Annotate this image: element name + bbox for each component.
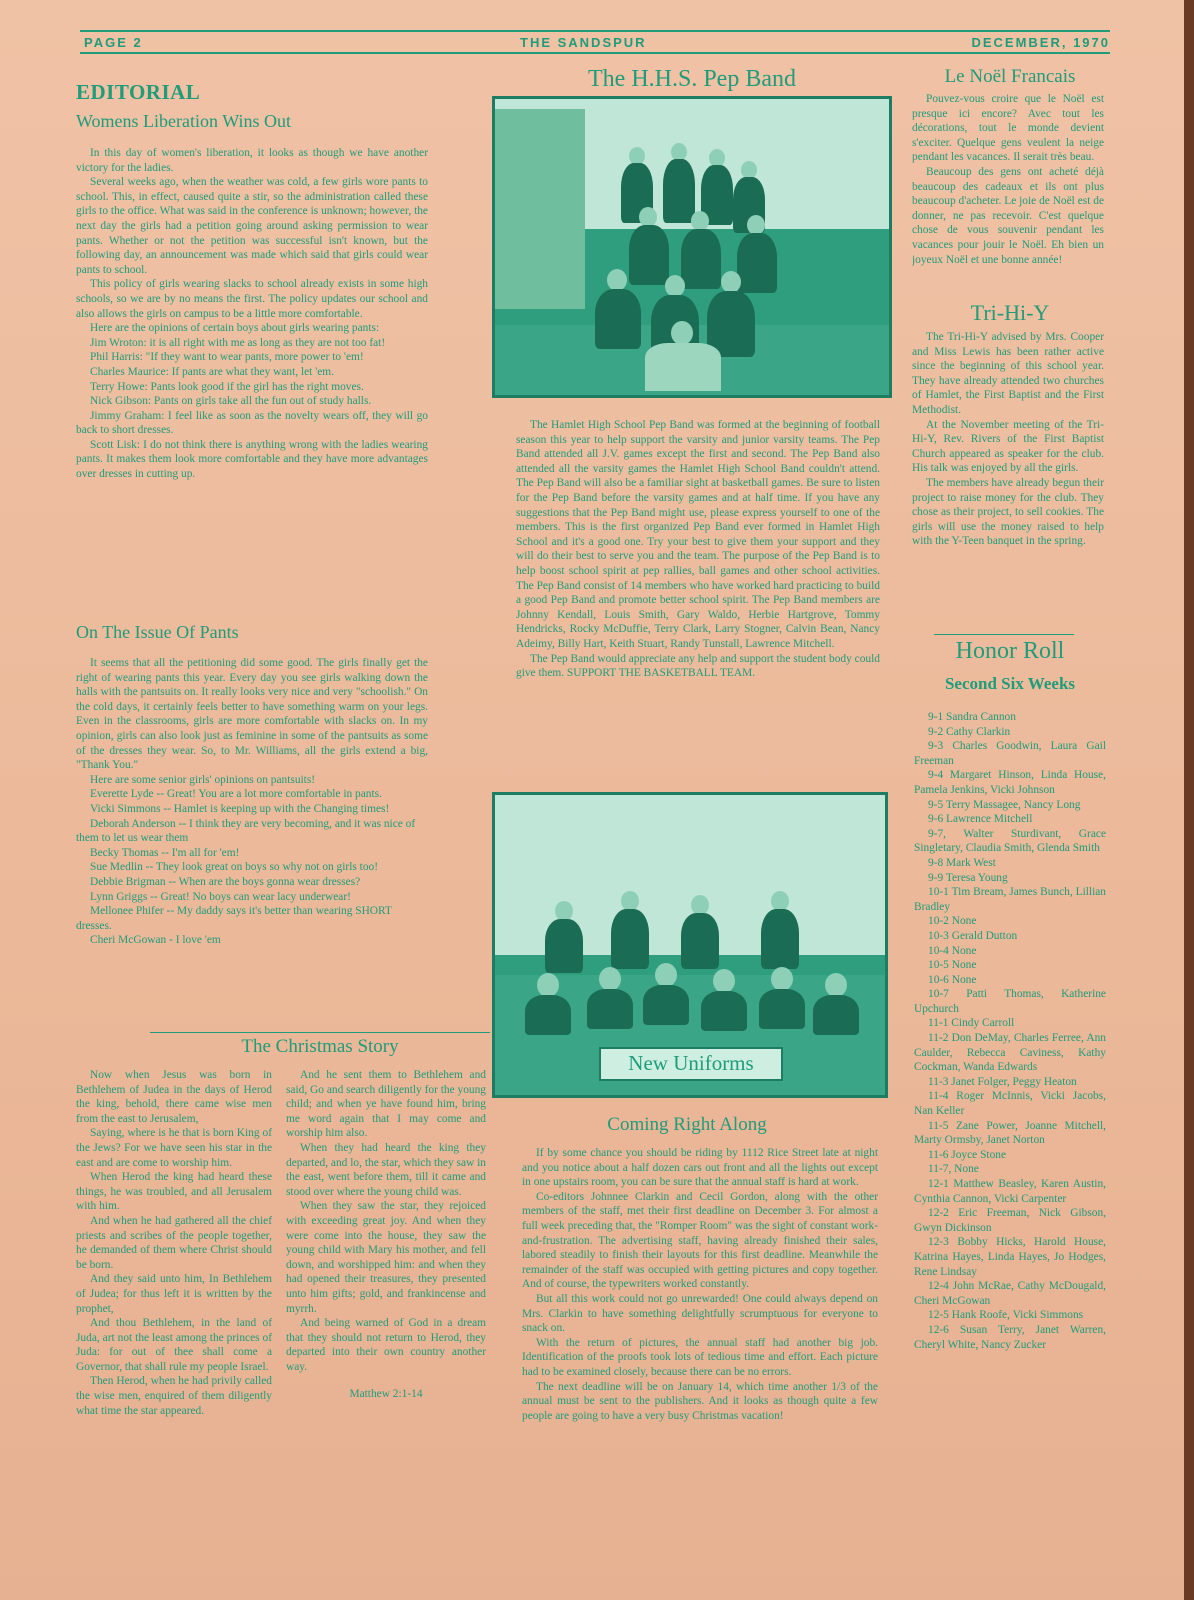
honor-entry: 9-2 Cathy Clarkin (928, 725, 1011, 738)
pants-paragraph: Here are some senior girls' opinions on pantsuits! (90, 773, 316, 786)
cheerleader (813, 995, 859, 1035)
pepband-photo (492, 96, 892, 398)
band-member (721, 271, 741, 293)
christmas-verse: And when he had gathered all the chief priests and scribes of the people together, he demanded of them where Christ should be born. (76, 1214, 272, 1271)
cheerleader (759, 989, 805, 1029)
cheerleader (681, 913, 719, 969)
honor-entry: 9-8 Mark West (928, 856, 996, 869)
noel-paragraph: Pouvez-vous croire que le Noël est presque ici encore? Avec tout les décorations, tout le monde devient s'exciter. Quelque gens veulent la neige pendant les vacances. Il serait très beau. (912, 93, 1104, 164)
honor-entry: 11-4 Roger McInnis, Vicki Jacobs, Nan Keller (914, 1090, 1106, 1118)
uniforms-photo (492, 792, 888, 1098)
trihiy-paragraph: The members have already begun their project to raise money for the club. They chose as their project, to sell cookies. The girls will use the money raised to help with the Y-Teen banquet in the spring. (912, 476, 1104, 548)
editorial-quote: Jimmy Graham: I feel like as soon as the novelty wears off, they will go back to short dresses. (76, 409, 428, 437)
pepband-paragraph: The Hamlet High School Pep Band was formed at the beginning of football season this year to help support the varsity and junior varsity teams. The Pep Band attended all J.V. games except the first and second. The Pep Band also attended all the varsity games the Hamlet High School Band couldn't attend. The Pep Band will also be a familiar sight at basketball games. Be sure to listen for the Pep Band before the varsity games and at half time. If you have any suggestions that the Pep Band might use, please express yourself to one of the members. This is the first organized Pep Band ever formed in Hamlet High School and it's a good one. Try your best to give them your support and they will do their best to serve you and the team. The purpose of the Pep Band is to help boost school spirit at pep rallies, ball games and other school activities. The Pep Band consist of 14 members who have worked hard practicing to build a good Pep Band and promote better school spirit. The Pep Band members are Johnny Kendall, Louis Smith, Gary Waldo, Herbie Hartgrove, Tommy Hendricks, Rocky McDuffie, Terry Clark, Larry Stogner, Calvin Bean, Nancy Adeimy, Billy Hart, Keith Stuart, Randy Tunstall, Lawrence Mitchell. (516, 419, 880, 650)
band-member (665, 275, 685, 297)
band-member (639, 207, 657, 227)
honor-entry: 10-7 Patti Thomas, Katherine Upchurch (914, 988, 1106, 1015)
honor-entry: 10-5 None (928, 959, 977, 972)
honor-entry: 10-4 None (928, 944, 977, 957)
christmas-col-2 (286, 1068, 486, 1528)
cheerleader (621, 891, 639, 911)
editorial-quote: Terry Howe: Pants look good if the girl has the right moves. (90, 380, 364, 393)
cheerleader (525, 995, 571, 1035)
honor-entry: 12-2 Eric Freeman, Nick Gibson, Gwyn Dickinson (914, 1207, 1106, 1234)
pepband-title: The H.H.S. Pep Band (588, 66, 796, 92)
cheerleader (713, 969, 735, 993)
masthead-rule-top (80, 30, 1110, 32)
editorial-paragraph: In this day of women's liberation, it looks as though we have another victory for the ladies. (76, 147, 428, 174)
editorial-quote: Jim Wroton: it is all right with me as long as they are not too fat! (90, 336, 386, 349)
annual-paragraph: The next deadline will be on January 14, which time another 1/3 of the annual must be sent to the publishers. And it looks as though quite a few people are going to have a very busy Christmas vacation! (522, 1380, 878, 1422)
christmas-verse: And thou Bethlehem, in the land of Juda, art not the least among the princes of Juda: for out of thee shall come a Governor, that shall rule my people Israel. (76, 1317, 272, 1373)
editorial-quote: Charles Maurice: If pants are what they want, let 'em. (90, 365, 335, 378)
band-member (663, 159, 695, 223)
christmas-verse: When Herod the king had heard these things, he was troubled, and all Jerusalem with him. (76, 1171, 272, 1213)
honor-entry: 9-9 Teresa Young (928, 871, 1008, 884)
band-member (671, 321, 693, 345)
honor-entry: 11-6 Joyce Stone (928, 1148, 1007, 1161)
honor-entry: 10-6 None (928, 973, 977, 986)
pepband-body (516, 418, 880, 778)
pants-quote: Deborah Anderson -- I think they are very becoming, and it was nice of them to let us wear them (76, 817, 416, 845)
cheerleader (545, 919, 583, 973)
band-member (747, 215, 765, 235)
cheerleader (825, 973, 847, 997)
pants-quote: Everette Lyde -- Great! You are a lot more comfortable in pants. (90, 788, 382, 801)
page-number: PAGE 2 (84, 35, 143, 50)
honor-entry: 10-2 None (928, 915, 977, 928)
editorial-quote: Phil Harris: "If they want to wear pants, more power to 'em! (90, 351, 364, 364)
cheerleader (555, 901, 573, 921)
paper-title: THE SANDSPUR (520, 35, 647, 50)
honor-entry: 12-6 Susan Terry, Janet Warren, Cheryl White, Nancy Zucker (914, 1323, 1106, 1351)
pants-quote: Debbie Brigman -- When are the boys gonna wear dresses? (90, 875, 361, 888)
christmas-verse: And being warned of God in a dream that they should not return to Herod, they departed into their own country another way. (286, 1317, 486, 1373)
noel-paragraph: Beaucoup des gens ont acheté déjà beaucoup des cadeaux et ils ont plus beaucoup d'acheter. Le joie de Noël est de donner, ne pas recevoir. C'est quelque chose de vous souvenir pendant les vacances pour jouir le Noël. Eh bien un joyeux Noël et une bonne année! (912, 165, 1104, 266)
christmas-verse: When they had heard the king they departed, and lo, the star, which they saw in the east, went before them, till it came and stood over where the young child was. (286, 1141, 486, 1198)
cheerleader (701, 991, 747, 1031)
cheerleader (691, 895, 709, 915)
christmas-verse: And he sent them to Bethlehem and said, Go and search diligently for the young child; and when ye have found him, bring me word again that I may come and worship him also. (286, 1069, 486, 1140)
honor-title: Honor Roll (955, 638, 1065, 664)
honor-entry: 9-6 Lawrence Mitchell (928, 813, 1033, 826)
cheerleader (537, 973, 559, 997)
honor-entry: 12-1 Matthew Beasley, Karen Austin, Cynthia Cannon, Vicki Carpenter (914, 1178, 1106, 1205)
band-member (629, 225, 669, 285)
noel-body (912, 92, 1104, 302)
honor-entry: 9-4 Margaret Hinson, Linda House, Pamela Jenkins, Vicki Johnson (914, 769, 1106, 796)
pants-quote: Becky Thomas -- I'm all for 'em! (90, 846, 240, 859)
pants-paragraph: It seems that all the petitioning did some good. The girls finally get the right of wearing pants this year. Every day you see girls walking down the halls with the pantsuits on. It really looks very nice and very "schoolish." On the cold days, it certainly feels better to have something warm on your legs. Even in the classrooms, girls are more comfortable with slacks on. In my opinion, girls can also look just as feminine in some of the pantsuits as some of the dresses they wear. So, to Mr. Williams, all the girls extend a big, "Thank You." (76, 657, 428, 772)
issue-date: DECEMBER, 1970 (971, 35, 1110, 50)
editorial-paragraph: Several weeks ago, when the weather was cold, a few girls wore pants to school. This, in effect, caused quite a stir, so the administration called these girls to the office. What was said in the conference is unknown; however, the next day the girls had a petition going around asking permission to wear pants. Whether or not the petition was successful isn't known, but the following day, an announcement was made which said that girls could wear pants to school. (76, 176, 428, 276)
annual-paragraph: But all this work could not go unrewarded! One could always depend on Mrs. Clarkin to have something delightfully scrumptuous for everyone to snack on. (522, 1292, 878, 1335)
honor-entry: 11-7, None (928, 1163, 979, 1176)
trihiy-paragraph: At the November meeting of the Tri-Hi-Y, Rev. Rivers of the First Baptist Church appeared as speaker for the club. His talk was enjoyed by all the girls. (912, 418, 1104, 475)
cheerleader (599, 967, 621, 991)
cheerleader (587, 989, 633, 1029)
band-member (595, 289, 641, 349)
christmas-citation: Matthew 2:1-14 (349, 1388, 423, 1401)
editorial-quote: Scott Lisk: I do not think there is anything wrong with the ladies wearing pants. It makes them look more comfortable and they have more advantages over dresses in cutting up. (76, 438, 428, 481)
trihiy-paragraph: The Tri-Hi-Y advised by Mrs. Cooper and Miss Lewis has been rather active since the beginning of this school year. They have already attended two churches of Hamlet, the First Baptist and the First Methodist. (912, 331, 1104, 416)
annual-paragraph: With the return of pictures, the annual staff had another big job. Identification of the proofs took lots of tedious time and effort. Each picture had to be examined closely, because there can be no errors. (522, 1336, 878, 1378)
editorial-title: Womens Liberation Wins Out (76, 111, 291, 131)
photo-building (495, 109, 585, 309)
masthead (80, 30, 1110, 56)
honor-entry: 9-3 Charles Goodwin, Laura Gail Freeman (914, 740, 1106, 767)
band-member (607, 269, 627, 291)
band-member (645, 343, 721, 391)
honor-entry: 9-7, Walter Sturdivant, Grace Singletary, Claudia Smith, Glenda Smith (914, 827, 1106, 855)
honor-entry: 11-3 Janet Folger, Peggy Heaton (928, 1075, 1077, 1088)
honor-entry: 11-2 Don DeMay, Charles Ferree, Ann Caulder, Rebecca Caviness, Kathy Cockman, Wanda Edwards (914, 1032, 1106, 1074)
band-member (737, 233, 777, 293)
honor-entry: 9-1 Sandra Cannon (928, 711, 1016, 723)
editorial-quote: Nick Gibson: Pants on girls take all the fun out of study halls. (90, 395, 372, 408)
uniforms-caption: New Uniforms (599, 1047, 783, 1081)
pants-quote: Vicki Simmons -- Hamlet is keeping up with the Changing times! (90, 802, 390, 815)
cheerleader (761, 909, 799, 969)
pants-body (76, 656, 428, 1034)
editorial-heading: EDITORIAL (76, 80, 201, 104)
honor-entry: 12-5 Hank Roofe, Vicki Simmons (928, 1309, 1084, 1322)
pants-title: On The Issue Of Pants (76, 622, 239, 642)
christmas-verse: Saying, where is he that is born King of the Jews? For we have seen his star in the east and are come to worship him. (76, 1127, 272, 1169)
pants-quote: Mellonee Phifer -- My daddy says it's better than wearing SHORT dresses. (76, 905, 392, 932)
honor-entry: 11-5 Zane Power, Joanne Mitchell, Marty Ormsby, Janet Norton (914, 1119, 1106, 1147)
editorial-paragraph: This policy of girls wearing slacks to school already exists in some high schools, so we are by no means the first. The policy updates our school and also allows the girls on campus to be a little more comfortable. (76, 278, 428, 320)
honor-entry: 12-4 John McRae, Cathy McDougald, Cheri McGowan (914, 1280, 1106, 1307)
honor-rule (934, 634, 1074, 635)
pepband-paragraph: The Pep Band would appreciate any help and support the student body could give them. SUPPORT THE BASKETBALL TEAM. (516, 652, 880, 680)
annual-paragraph: Co-editors Johnnee Clarkin and Cecil Gordon, along with the other members of the staff, met their first deadline on December 3. For almost a full week preceding that, the "Romper Room" was the sight of constant work-and-frustration. The advertising staff, having already finished their sales, labored steadily to finish their layouts for this first deadline. Meanwhile the remainder of the staff was occupied with getting pictures and copy together. And of course, the typewriters worked constantly. (522, 1190, 878, 1291)
pants-quote: Sue Medlin -- They look great on boys so why not on girls too! (90, 861, 379, 874)
christmas-verse: And they said unto him, In Bethlehem of Judea; for thus left it is written by the prophet, (76, 1273, 272, 1315)
honor-entry: 12-3 Bobby Hicks, Harold House, Katrina Hayes, Linda Hayes, Jo Hodges, Rene Lindsay (914, 1236, 1106, 1278)
trihiy-body (912, 330, 1104, 610)
honor-entry: 11-1 Cindy Carroll (928, 1017, 1015, 1030)
band-member (691, 211, 709, 231)
pants-quote: Lynn Griggs -- Great! No boys can wear lacy underwear! (90, 890, 351, 903)
editorial-body (76, 146, 428, 596)
honor-entry: 9-5 Terry Massagee, Nancy Long (928, 798, 1081, 811)
editorial-paragraph: Here are the opinions of certain boys about girls wearing pants: (90, 322, 380, 335)
cheerleader (771, 967, 793, 991)
cheerleader (655, 963, 677, 987)
christmas-col-1 (76, 1068, 272, 1528)
honor-entry: 10-1 Tim Bream, James Bunch, Lillian Bradley (914, 886, 1106, 913)
annual-title: Coming Right Along (607, 1114, 767, 1135)
trihiy-title: Tri-Hi-Y (970, 300, 1050, 325)
honor-subtitle: Second Six Weeks (944, 674, 1076, 693)
honor-roll-list (914, 710, 1106, 1526)
cheerleader (611, 909, 649, 969)
christmas-verse: Now when Jesus was born in Bethlehem of Judea in the days of Herod the king, behold, there came wise men from the east to Jerusalem, (76, 1069, 272, 1125)
annual-paragraph: If by some chance you should be riding by 1112 Rice Street late at night and you notice about a half dozen cars out front and all the lights out except in one upstairs room, you can be sure that the annual staff is hard at work. (522, 1147, 878, 1189)
christmas-rule (150, 1032, 490, 1033)
christmas-verse: When they saw the star, they rejoiced with exceeding great joy. And when they were come into the house, they saw the young child with Mary his mother, and fell down, and worshipped him: and when they had opened their treasures, they presented unto him gifts; gold, and frankincense and myrrh. (286, 1200, 486, 1315)
pants-quote: Cheri McGowan - I love 'em (90, 934, 221, 947)
christmas-verse: Then Herod, when he had privily called the wise men, enquired of them diligently what time the star appeared. (76, 1375, 272, 1417)
annual-body (522, 1146, 878, 1534)
honor-entry: 10-3 Gerald Dutton (928, 929, 1018, 942)
page-edge (1184, 0, 1194, 1600)
cheerleader (771, 891, 789, 911)
band-member (681, 229, 721, 289)
noel-title: Le Noël Francais (944, 66, 1076, 87)
christmas-title: The Christmas Story (241, 1036, 399, 1057)
masthead-rule-bottom (80, 52, 1110, 54)
cheerleader (643, 985, 689, 1025)
